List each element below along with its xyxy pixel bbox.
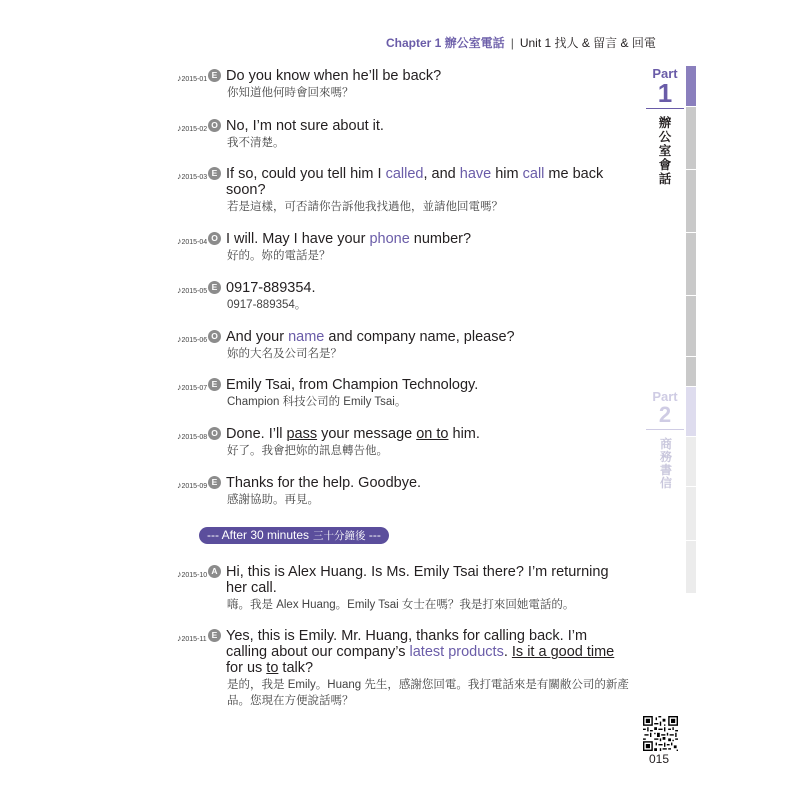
speaker-badge: E — [208, 629, 221, 642]
chinese-translation: 感謝協助。再見。 — [227, 494, 319, 506]
speaker-badge: E — [208, 167, 221, 180]
audio-track-label[interactable]: ♪2015-02 — [177, 123, 208, 133]
music-note-icon: ♪ — [177, 285, 182, 295]
underlined-phrase: to — [266, 660, 279, 676]
english-line: And your name and company name, please? — [226, 329, 515, 345]
highlighted-word: called — [385, 166, 424, 182]
speaker-badge: O — [208, 232, 221, 245]
speaker-badge: O — [208, 427, 221, 440]
chinese-translation: 是的，我是 Emily。Huang 先生，感謝您回電。我打電話來是有關敝公司的新產品。您現在方便說話嗎？ — [227, 679, 629, 707]
audio-track-label[interactable]: ♪2015-04 — [177, 236, 208, 246]
music-note-icon: ♪ — [177, 334, 182, 344]
music-note-icon: ♪ — [177, 171, 182, 181]
chinese-translation: 0917-889354。 — [227, 299, 307, 311]
english-line: If so, could you tell him I called, and have him call me back soon? — [226, 166, 604, 198]
dialogue-line — [177, 377, 642, 410]
running-header — [386, 34, 656, 51]
part-1-tab[interactable]: Part 1 — [646, 67, 684, 109]
qr-code-icon[interactable] — [643, 716, 678, 751]
dialogue-line — [177, 166, 642, 215]
music-note-icon: ♪ — [177, 73, 182, 83]
highlighted-word: have — [459, 166, 492, 182]
underlined-phrase: pass — [286, 426, 318, 442]
audio-track-label[interactable]: ♪2015-09 — [177, 480, 208, 490]
english-line: Thanks for the help. Goodbye. — [226, 475, 422, 491]
part-2-tab[interactable]: Part 2 — [646, 390, 684, 430]
chinese-translation: 若是這樣，可否請你告訴他我找過他，並請他回電嗎？ — [227, 201, 503, 213]
chinese-translation: 好了。我會把妳的訊息轉告他。 — [227, 445, 388, 457]
header-divider: | — [510, 36, 514, 50]
music-note-icon: ♪ — [177, 569, 182, 579]
music-note-icon: ♪ — [177, 236, 182, 246]
speaker-badge: O — [208, 330, 221, 343]
audio-track-label[interactable]: ♪2015-03 — [177, 171, 208, 181]
underlined-phrase: on to — [416, 426, 449, 442]
audio-track-label[interactable]: ♪2015-06 — [177, 334, 208, 344]
highlighted-word: call — [522, 166, 545, 182]
chinese-translation: Champion 科技公司的 Emily Tsai。 — [227, 396, 407, 408]
audio-track-label[interactable]: ♪2015-05 — [177, 285, 208, 295]
part-1-title: 辦公室會話 — [658, 116, 672, 186]
english-line: Emily Tsai, from Champion Technology. — [226, 377, 479, 393]
english-line: Hi, this is Alex Huang. Is Ms. Emily Tsai there? I’m returning her call. — [226, 564, 609, 596]
time-separator: --- After 30 minutes 三十分鐘後 --- — [199, 527, 389, 544]
chinese-translation: 好的。妳的電話是？ — [227, 250, 331, 262]
dialogue-line — [177, 426, 642, 459]
speaker-badge: E — [208, 476, 221, 489]
music-note-icon: ♪ — [177, 633, 182, 643]
dialogue-line — [177, 329, 642, 362]
audio-track-label[interactable]: ♪2015-08 — [177, 431, 208, 441]
dialogue-line — [177, 628, 642, 709]
dialogue-line — [177, 475, 642, 508]
english-line: Do you know when he’ll be back? — [226, 68, 442, 84]
english-line: Yes, this is Emily. Mr. Huang, thanks for calling back. I’m calling about our company’s latest products. Is it a good time for us to talk? — [226, 628, 615, 676]
english-line: Done. I’ll pass your message on to him. — [226, 426, 480, 442]
part-2-title: 商務書信 — [659, 437, 672, 490]
audio-track-label[interactable]: ♪2015-10 — [177, 569, 208, 579]
underlined-phrase: Is it a good time — [511, 644, 615, 660]
audio-track-label[interactable]: ♪2015-01 — [177, 73, 208, 83]
dialogue-line — [177, 118, 642, 151]
music-note-icon: ♪ — [177, 123, 182, 133]
highlighted-word: latest products — [409, 644, 504, 660]
english-line: I will. May I have your phone number? — [226, 231, 472, 247]
speaker-badge: E — [208, 281, 221, 294]
dialogue-line — [177, 564, 642, 613]
speaker-badge: O — [208, 119, 221, 132]
chapter-thumb-index — [686, 66, 696, 593]
audio-track-label[interactable]: ♪2015-11 — [177, 633, 207, 643]
audio-track-label[interactable]: ♪2015-07 — [177, 382, 208, 392]
chinese-translation: 妳的大名及公司名是？ — [227, 348, 342, 360]
unit-title: Unit 1 找人 & 留言 & 回電 — [519, 36, 656, 50]
highlighted-word: phone — [369, 231, 410, 247]
music-note-icon: ♪ — [177, 382, 182, 392]
highlighted-word: name — [288, 329, 325, 345]
chapter-title: Chapter 1 辦公室電話 — [386, 36, 505, 50]
english-line: No, I’m not sure about it. — [226, 118, 384, 134]
chinese-translation: 你知道他何時會回來嗎？ — [227, 87, 354, 99]
dialogue-line — [177, 280, 642, 313]
page-number: 015 — [649, 752, 670, 766]
music-note-icon: ♪ — [177, 431, 182, 441]
speaker-badge: A — [208, 565, 221, 578]
speaker-badge: E — [208, 69, 221, 82]
english-line: 0917-889354. — [226, 280, 316, 296]
chinese-translation: 嗨。我是 Alex Huang。Emily Tsai 女士在嗎？我是打來回她電話的。 — [227, 599, 575, 611]
chinese-translation: 我不清楚。 — [227, 137, 285, 149]
music-note-icon: ♪ — [177, 480, 182, 490]
dialogue-line — [177, 231, 642, 264]
speaker-badge: E — [208, 378, 221, 391]
dialogue-line — [177, 68, 642, 101]
